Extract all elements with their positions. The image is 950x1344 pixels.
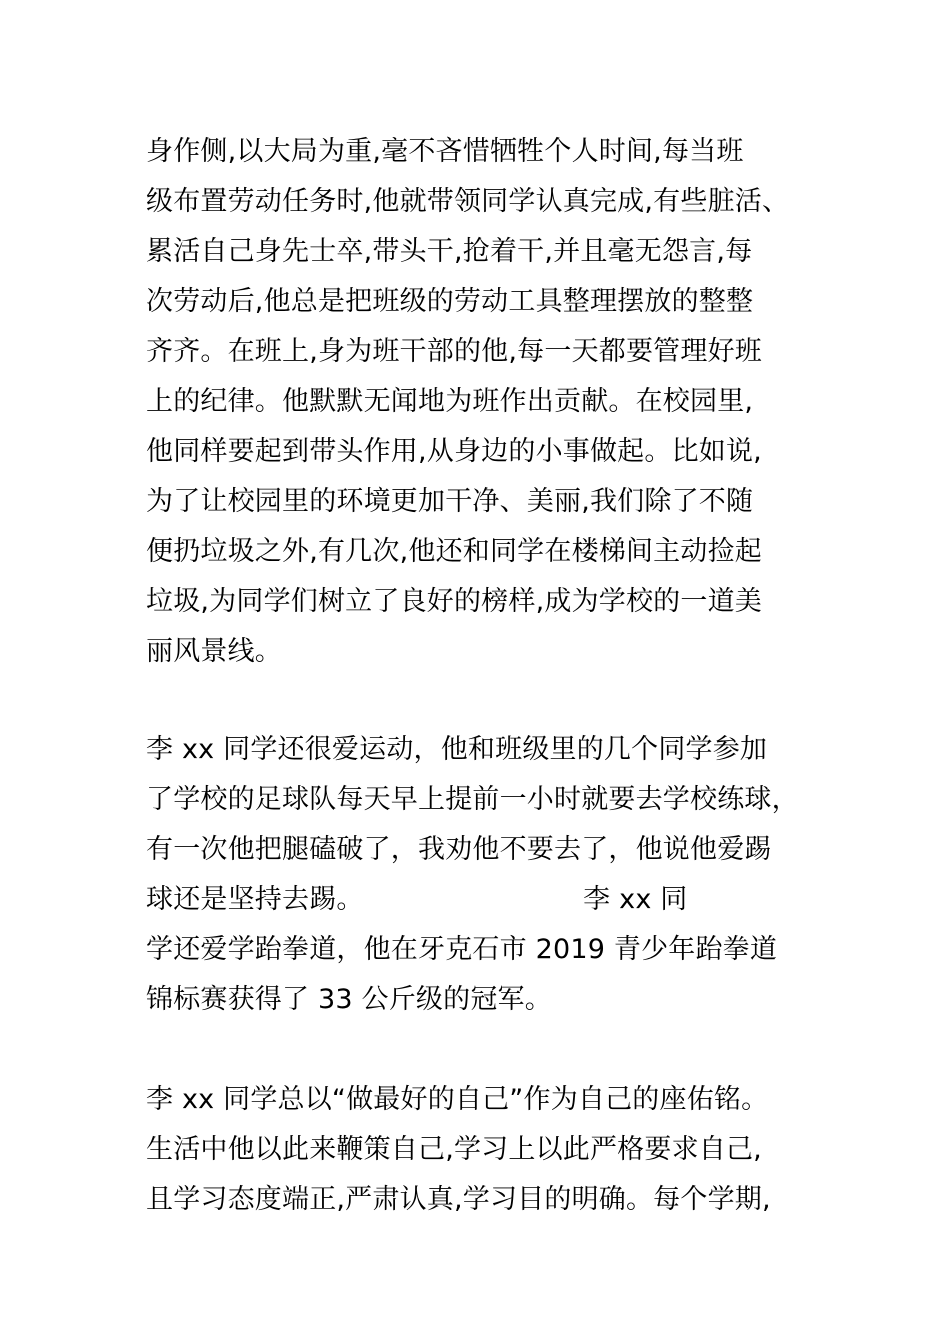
text-line: 次劳动后,他总是把班级的劳动工具整理摆放的整整 bbox=[146, 286, 754, 317]
text-line: 他同样要起到带头作用,从身边的小事做起。比如说, bbox=[146, 436, 762, 467]
text-line: 生活中他以此来鞭策自己,学习上以此严格要求自己, bbox=[146, 1134, 762, 1165]
text-line: 锦标赛获得了 33 公斤级的冠军。 bbox=[146, 984, 552, 1015]
text-line: 垃圾,为同学们树立了良好的榜样,成为学校的一道美 bbox=[146, 586, 762, 617]
text-line: 学还爱学跆拳道，他在牙克石市 2019 青少年跆拳道 bbox=[146, 934, 778, 965]
text-line: 李 xx 同学总以“做最好的自己”作为自己的座佑铭。 bbox=[146, 1084, 769, 1115]
text-line: 齐齐。在班上,身为班干部的他,每一天都要管理好班 bbox=[146, 336, 762, 367]
text-line: 有一次他把腿磕破了，我劝他不要去了，他说他爱踢 bbox=[146, 834, 772, 865]
text-line: 为了让校园里的环境更加干净、美丽,我们除了不随 bbox=[146, 486, 754, 517]
text-line: 了学校的足球队每天早上提前一小时就要去学校练球， bbox=[146, 784, 799, 815]
text-line: 身作侧,以大局为重,毫不吝惜牺牲个人时间,每当班 bbox=[146, 136, 744, 167]
text-line: 且学习态度端正,严肃认真,学习目的明确。每个学期, bbox=[146, 1184, 771, 1215]
text-line: 便扔垃圾之外,有几次,他还和同学在楼梯间主动捡起 bbox=[146, 536, 762, 567]
text-line: 球还是坚持去踢。 李 xx 同 bbox=[146, 884, 688, 915]
text-line: 上的纪律。他默默无闻地为班作出贡献。在校园里, bbox=[146, 386, 754, 417]
text-line: 级布置劳动任务时,他就带领同学认真完成,有些脏活、 bbox=[146, 186, 790, 217]
text-line: 累活自己身先士卒,带头干,抢着干,并且毫无怨言,每 bbox=[146, 236, 753, 267]
text-line: 丽风景线。 bbox=[146, 636, 282, 667]
text-line: 李 xx 同学还很爱运动，他和班级里的几个同学参加 bbox=[146, 734, 768, 765]
